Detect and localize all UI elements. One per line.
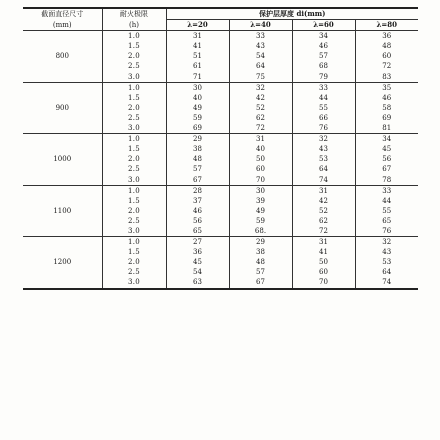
fire-limit-cell: 2.0 bbox=[102, 51, 166, 61]
fire-limit-cell: 1.5 bbox=[102, 144, 166, 154]
thickness-cell: 56 bbox=[382, 155, 392, 164]
thickness-cell: 39 bbox=[229, 196, 292, 206]
thickness-cell: 59 bbox=[166, 113, 229, 123]
thickness-cell: 36 bbox=[382, 32, 392, 41]
thickness-cell: 71 bbox=[166, 72, 229, 83]
thickness-cell: 43 bbox=[292, 144, 355, 154]
thickness-cell: 40 bbox=[229, 144, 292, 154]
fire-limit-cell: 2.0 bbox=[102, 257, 166, 267]
fire-limit-cell: 1.5 bbox=[102, 247, 166, 257]
thickness-cell: 81 bbox=[355, 123, 418, 134]
thickness-cell: 53 bbox=[292, 154, 355, 164]
diameter-cell: 800 bbox=[23, 31, 102, 82]
table-row bbox=[23, 237, 418, 248]
thickness-cell: 54 bbox=[229, 51, 292, 61]
thickness-cell: 31 bbox=[166, 31, 229, 42]
thickness-cell: 72 bbox=[229, 123, 292, 134]
fire-limit-cell: 1.5 bbox=[102, 41, 166, 51]
thickness-cell: 78 bbox=[355, 175, 418, 186]
thickness-cell: 67 bbox=[166, 175, 229, 186]
thickness-cell: 29 bbox=[229, 237, 292, 248]
thickness-cell: 29 bbox=[166, 134, 229, 145]
fire-limit-cell: 2.5 bbox=[102, 164, 166, 174]
header-lambda-40: λ=40 bbox=[229, 20, 292, 31]
table-row bbox=[23, 31, 418, 42]
thickness-cell: 48 bbox=[229, 257, 292, 267]
fire-limit-cell: 1.0 bbox=[102, 237, 166, 248]
thickness-cell: 50 bbox=[292, 257, 355, 267]
thickness-cell: 38 bbox=[229, 247, 292, 257]
thickness-cell: 32 bbox=[292, 134, 355, 145]
header-diameter: 截面直径尺寸 bbox=[23, 8, 102, 20]
thickness-cell: 30 bbox=[229, 185, 292, 196]
diameter-cell: 900 bbox=[23, 82, 102, 133]
thickness-cell: 46 bbox=[382, 93, 392, 102]
thickness-cell: 65 bbox=[382, 216, 392, 225]
fire-limit-cell: 2.5 bbox=[102, 61, 166, 71]
thickness-cell: 49 bbox=[166, 103, 229, 113]
fire-limit-cell: 3.0 bbox=[102, 175, 166, 186]
thickness-cell: 83 bbox=[355, 72, 418, 83]
thickness-cell: 43 bbox=[382, 248, 392, 257]
thickness-cell: 32 bbox=[382, 238, 392, 247]
header-fire-unit: (h) bbox=[102, 20, 166, 31]
table-body bbox=[23, 31, 418, 289]
header-diameter-unit: (mm) bbox=[23, 20, 102, 31]
thickness-cell: 46 bbox=[292, 41, 355, 51]
thickness-cell: 67 bbox=[382, 165, 392, 174]
thickness-cell: 66 bbox=[292, 113, 355, 123]
thickness-cell: 28 bbox=[166, 185, 229, 196]
thickness-cell: 75 bbox=[229, 72, 292, 83]
thickness-cell: 51 bbox=[166, 51, 229, 61]
header-lambda-60: λ=60 bbox=[292, 20, 355, 31]
header-lambda-20: λ=20 bbox=[166, 20, 229, 31]
fire-limit-cell: 1.5 bbox=[102, 196, 166, 206]
fire-limit-cell: 1.0 bbox=[102, 134, 166, 145]
fire-limit-cell: 3.0 bbox=[102, 277, 166, 288]
fire-limit-cell: 2.5 bbox=[102, 216, 166, 226]
thickness-cell: 50 bbox=[229, 154, 292, 164]
thickness-cell: 55 bbox=[382, 206, 392, 215]
diameter-cell: 1000 bbox=[23, 134, 102, 185]
fire-limit-cell: 1.0 bbox=[102, 31, 166, 42]
fire-limit-cell: 2.0 bbox=[102, 206, 166, 216]
thickness-cell: 42 bbox=[229, 93, 292, 103]
thickness-cell: 64 bbox=[382, 268, 392, 277]
thickness-cell: 31 bbox=[292, 237, 355, 248]
fire-limit-cell: 3.0 bbox=[102, 226, 166, 237]
fire-limit-cell: 1.5 bbox=[102, 93, 166, 103]
thickness-cell: 27 bbox=[166, 237, 229, 248]
thickness-cell: 45 bbox=[382, 145, 392, 154]
thickness-cell: 38 bbox=[166, 144, 229, 154]
thickness-cell: 70 bbox=[229, 175, 292, 186]
thickness-cell: 79 bbox=[292, 72, 355, 83]
thickness-cell: 74 bbox=[292, 175, 355, 186]
thickness-cell: 33 bbox=[229, 31, 292, 42]
fire-limit-cell: 1.0 bbox=[102, 185, 166, 196]
diameter-cell: 1200 bbox=[23, 237, 102, 289]
thickness-cell: 33 bbox=[292, 82, 355, 93]
fire-limit-cell: 2.5 bbox=[102, 113, 166, 123]
thickness-cell: 57 bbox=[292, 51, 355, 61]
thickness-cell: 44 bbox=[382, 196, 392, 205]
thickness-cell: 48 bbox=[382, 42, 392, 51]
thickness-cell: 52 bbox=[292, 206, 355, 216]
thickness-cell: 60 bbox=[382, 52, 392, 61]
thickness-cell: 57 bbox=[229, 267, 292, 277]
thickness-cell: 60 bbox=[292, 267, 355, 277]
thickness-cell: 34 bbox=[382, 135, 392, 144]
thickness-cell: 37 bbox=[166, 196, 229, 206]
thickness-cell: 53 bbox=[382, 258, 392, 267]
thickness-cell: 54 bbox=[166, 267, 229, 277]
thickness-cell: 61 bbox=[166, 61, 229, 71]
thickness-cell: 52 bbox=[229, 103, 292, 113]
thickness-cell: 64 bbox=[229, 61, 292, 71]
table-row bbox=[23, 185, 418, 196]
fire-limit-cell: 1.0 bbox=[102, 82, 166, 93]
thickness-cell: 58 bbox=[382, 103, 392, 112]
thickness-cell: 57 bbox=[166, 164, 229, 174]
thickness-cell: 68. bbox=[229, 226, 292, 237]
thickness-cell: 59 bbox=[229, 216, 292, 226]
thickness-cell: 49 bbox=[229, 206, 292, 216]
thickness-cell: 55 bbox=[292, 103, 355, 113]
thickness-cell: 40 bbox=[166, 93, 229, 103]
thickness-cell: 76 bbox=[292, 123, 355, 134]
thickness-cell: 30 bbox=[166, 82, 229, 93]
thickness-cell: 31 bbox=[292, 185, 355, 196]
thickness-cell: 72 bbox=[382, 62, 392, 71]
thickness-cell: 35 bbox=[382, 83, 392, 92]
fire-limit-cell: 3.0 bbox=[102, 72, 166, 83]
thickness-cell: 60 bbox=[229, 164, 292, 174]
thickness-cell: 68 bbox=[292, 61, 355, 71]
fire-limit-cell: 2.0 bbox=[102, 154, 166, 164]
fire-limit-cell: 3.0 bbox=[102, 123, 166, 134]
thickness-cell: 56 bbox=[166, 216, 229, 226]
thickness-cell: 32 bbox=[229, 82, 292, 93]
thickness-cell: 45 bbox=[166, 257, 229, 267]
thickness-cell: 72 bbox=[292, 226, 355, 237]
thickness-cell: 48 bbox=[166, 154, 229, 164]
fire-limit-cell: 2.0 bbox=[102, 103, 166, 113]
thickness-cell: 33 bbox=[382, 186, 392, 195]
thickness-cell: 63 bbox=[166, 277, 229, 288]
header-lambda-80: λ=80 bbox=[355, 20, 418, 31]
fire-limit-cell: 2.5 bbox=[102, 267, 166, 277]
thickness-cell: 64 bbox=[292, 164, 355, 174]
thickness-cell: 62 bbox=[229, 113, 292, 123]
thickness-cell: 70 bbox=[292, 277, 355, 288]
thickness-cell: 43 bbox=[229, 41, 292, 51]
thickness-cell: 41 bbox=[166, 41, 229, 51]
thickness-cell: 44 bbox=[292, 93, 355, 103]
table-row bbox=[23, 134, 418, 145]
thickness-cell: 62 bbox=[292, 216, 355, 226]
thickness-cell: 31 bbox=[229, 134, 292, 145]
thickness-cell: 46 bbox=[166, 206, 229, 216]
header-fire-limit: 耐火极限 bbox=[102, 8, 166, 20]
thickness-cell: 69 bbox=[382, 113, 392, 122]
thickness-cell: 69 bbox=[166, 123, 229, 134]
header-thickness: 保护层厚度 di(mm) bbox=[166, 8, 418, 20]
thickness-cell: 41 bbox=[292, 247, 355, 257]
diameter-cell: 1100 bbox=[23, 185, 102, 236]
table-row bbox=[23, 82, 418, 93]
thickness-cell: 67 bbox=[229, 277, 292, 288]
thickness-cell: 34 bbox=[292, 31, 355, 42]
thickness-cell: 42 bbox=[292, 196, 355, 206]
fire-protection-thickness-table bbox=[23, 7, 418, 290]
thickness-cell: 74 bbox=[382, 278, 392, 287]
thickness-cell: 65 bbox=[166, 226, 229, 237]
thickness-cell: 36 bbox=[166, 247, 229, 257]
thickness-cell: 76 bbox=[355, 226, 418, 237]
